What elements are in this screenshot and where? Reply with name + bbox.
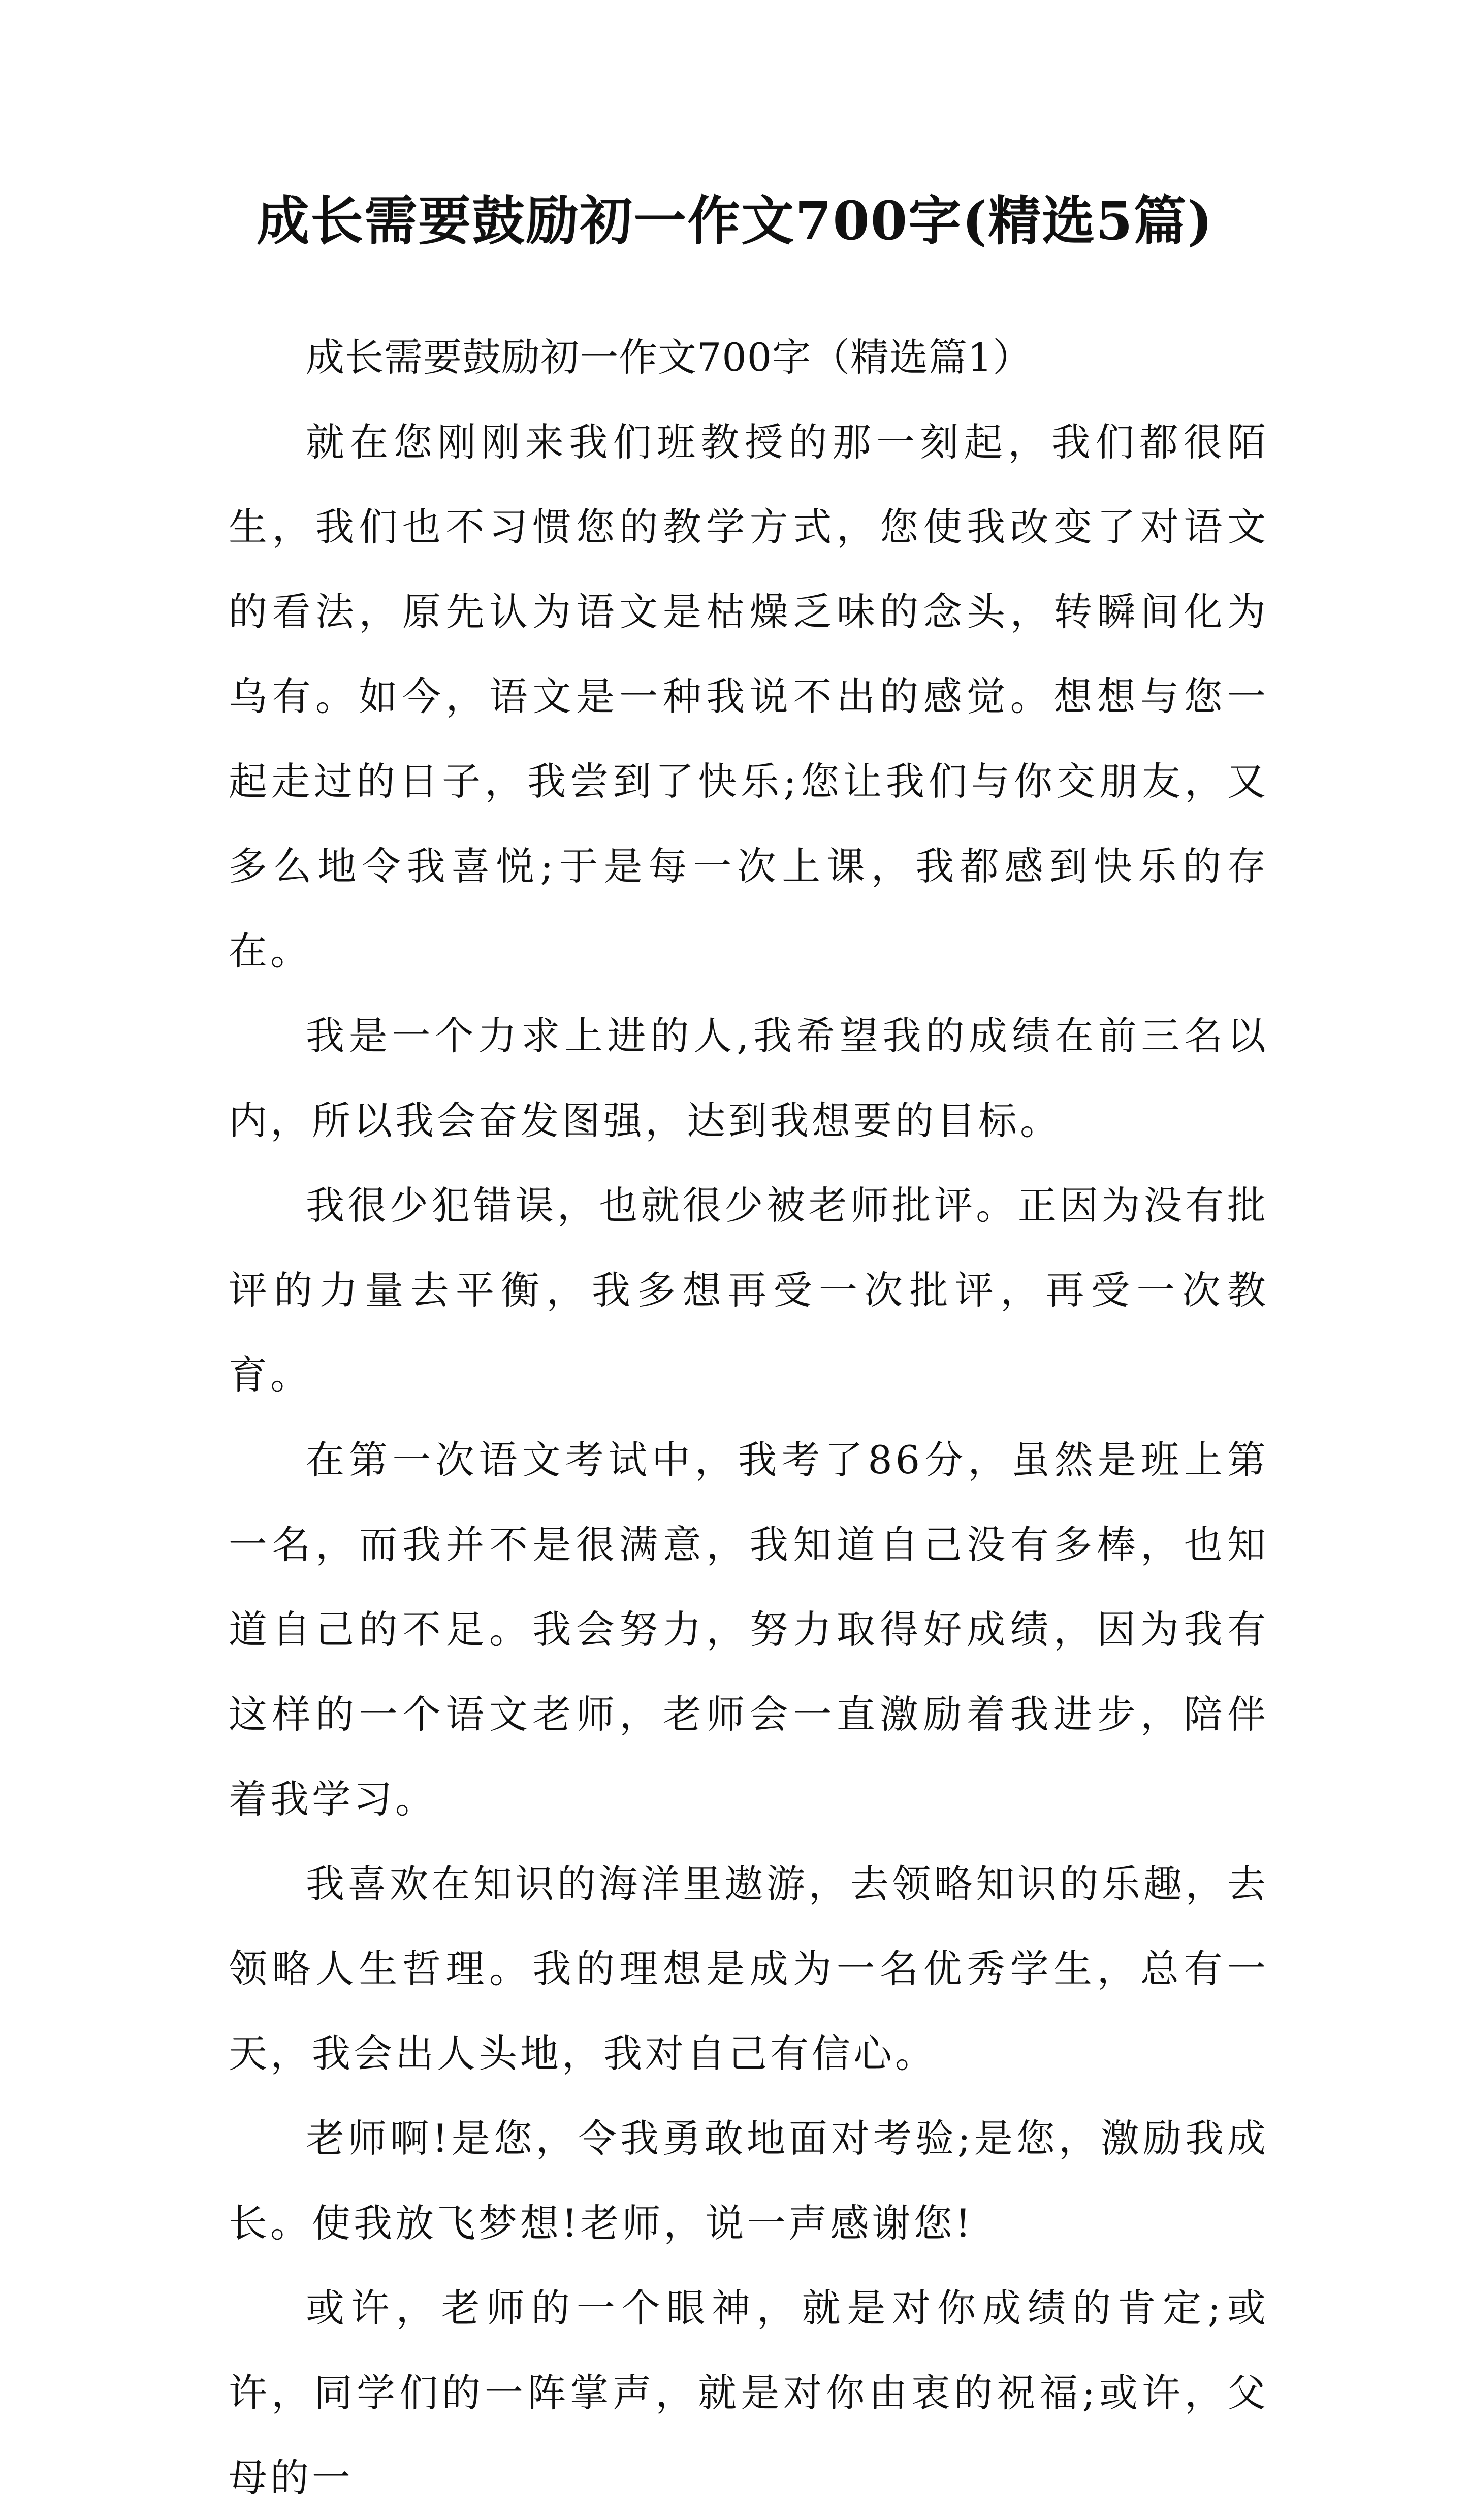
paragraph-1: 就在您刚刚来我们班教授的那一刻起，我们都很陌生，我们也不习惯您的教学方式，您使我改变了对语文的看法，原先认为语文是枯燥乏味的念头，转瞬间化为乌有。如今，语文是一种我说不出的感觉。想想与您一起走过的日子，我尝到了快乐;您让我们与你交朋友，又多么地令我喜悦;于是每一次上课，我都感到快乐的存在。: [229, 419, 1269, 974]
paragraph-5: 我喜欢在知识的海洋里遨游，去领略知识的乐趣，去领略人生哲理。我的理想是成为一名优秀学生，总有一天，我会出人头地，我对自己有信心。: [229, 1861, 1269, 2076]
paragraph-4: 在第一次语文考试中，我考了86分，虽然是班上第一名，而我并不是很满意，我知道自己没有多棒，也知道自己的不足。我会努力，努力取得好成绩，因为我有这样的一个语文老师，老师会一直激励着我进步，陪伴着我学习。: [229, 1437, 1269, 1822]
section-heading: 成长需要鼓励初一作文700字（精选篇1）: [306, 335, 1032, 380]
paragraph-2: 我是一个力求上进的人,我希望我的成绩在前三名以内，所以我会奋发图强，达到我想要的目标。: [229, 1013, 1269, 1143]
paragraph-3: 我很少犯错误，也就很少被老师批评。正因为没有批评的力量去平衡，我多想再受一次批评，再受一次教育。: [229, 1183, 1269, 1398]
document-body: [229, 315, 1269, 2520]
paragraph-6: 老师啊!是您，令我勇敢地面对考验;是您，激励我成长。使我放飞梦想!老师，说一声感谢您!: [229, 2116, 1269, 2246]
document-title: 成长需要鼓励初一作文700字(精选5篇): [257, 189, 1213, 252]
paragraph-7: 或许，老师的一个眼神，就是对你成绩的肯定;或许，同学们的一阵掌声，就是对你由衷的祝福;或许，父母的一: [229, 2285, 1269, 2500]
